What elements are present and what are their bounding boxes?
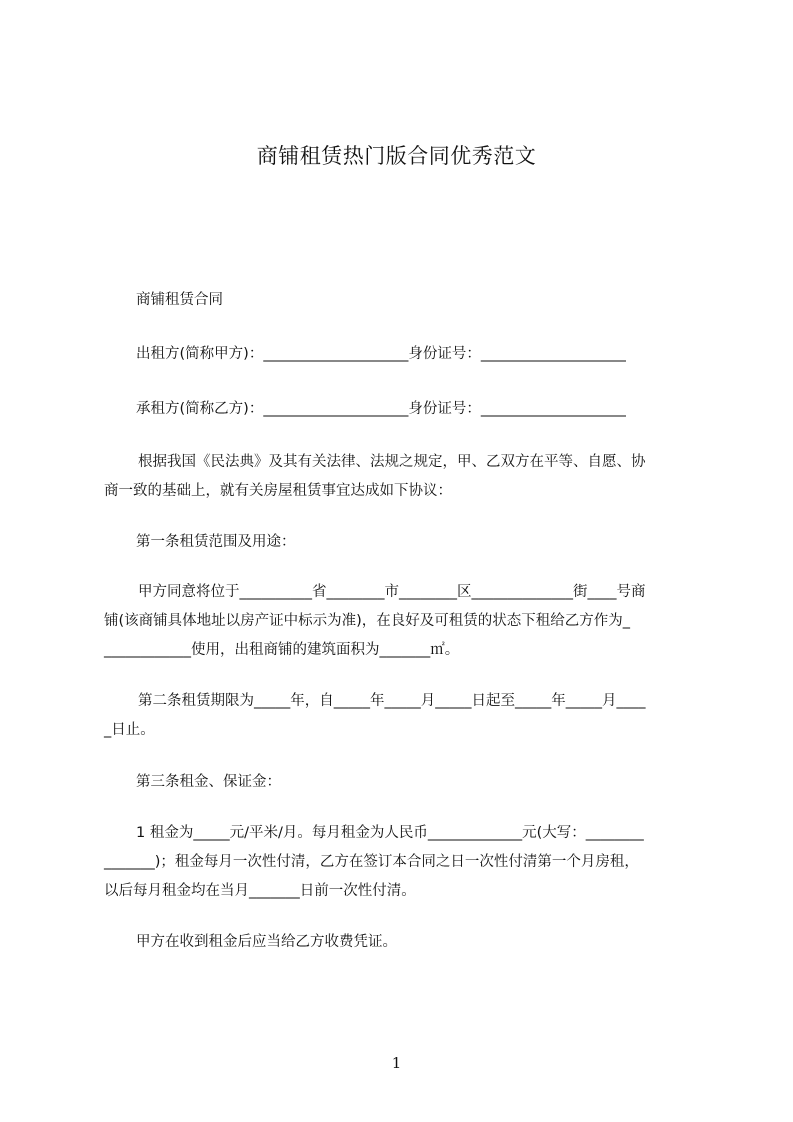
paragraph-lessee — [104, 395, 704, 424]
paragraph-receipt — [104, 928, 704, 957]
text-line: 铺(该商铺具体地址以房产证中标示为准)，在良好及可租赁的状态下租给乙方作为_ — [104, 613, 631, 629]
paragraph-article1 — [104, 578, 704, 665]
paragraph-basis — [104, 448, 704, 506]
paragraph-heading — [104, 286, 704, 315]
paragraph-article3-title — [104, 768, 704, 797]
text-line: 甲方在收到租金后应当给乙方收费凭证。 — [136, 934, 397, 950]
text-line: 第三条租金、保证金： — [136, 774, 281, 790]
paragraph-lessor — [104, 340, 704, 369]
paragraph-article1-title — [104, 528, 704, 557]
text-line: 以后每月租金均在当月_______日前一次性付清。 — [104, 883, 416, 899]
text-line: 承租方(简称乙方)：____________________身份证号：____________________ — [136, 401, 626, 417]
text-line: 甲方同意将位于__________省________市________区______________街____号商 — [138, 584, 646, 600]
paragraph-article3 — [104, 819, 704, 906]
paragraph-article2 — [104, 687, 704, 745]
text-line: 商一致的基础上，就有关房屋租赁事宜达成如下协议： — [104, 483, 452, 499]
text-line: 第二条租赁期限为_____年，自_____年_____月_____日起至_____年_____月____ — [138, 693, 646, 709]
text-line: _日止。 — [104, 722, 155, 738]
text-line: 根据我国《民法典》及其有关法律、法规之规定，甲、乙双方在平等、自愿、协 — [138, 454, 646, 470]
document-title: 商铺租赁热门版合同优秀范文 — [256, 144, 537, 168]
text-line: 第一条租赁范围及用途： — [136, 534, 296, 550]
text-line: 1 租金为_____元/平米/月。每月租金为人民币_____________元(大写：________ — [136, 825, 644, 841]
page-number: 1 — [391, 1054, 402, 1072]
text-line: 商铺租赁合同 — [136, 292, 223, 308]
text-line: ____________使用，出租商铺的建筑面积为_______㎡。 — [104, 642, 460, 658]
text-line: 出租方(简称甲方)：____________________身份证号：____________________ — [136, 346, 626, 362]
text-line: _______)；租金每月一次性付清，乙方在签订本合同之日一次性付清第一个月房租， — [104, 854, 639, 870]
